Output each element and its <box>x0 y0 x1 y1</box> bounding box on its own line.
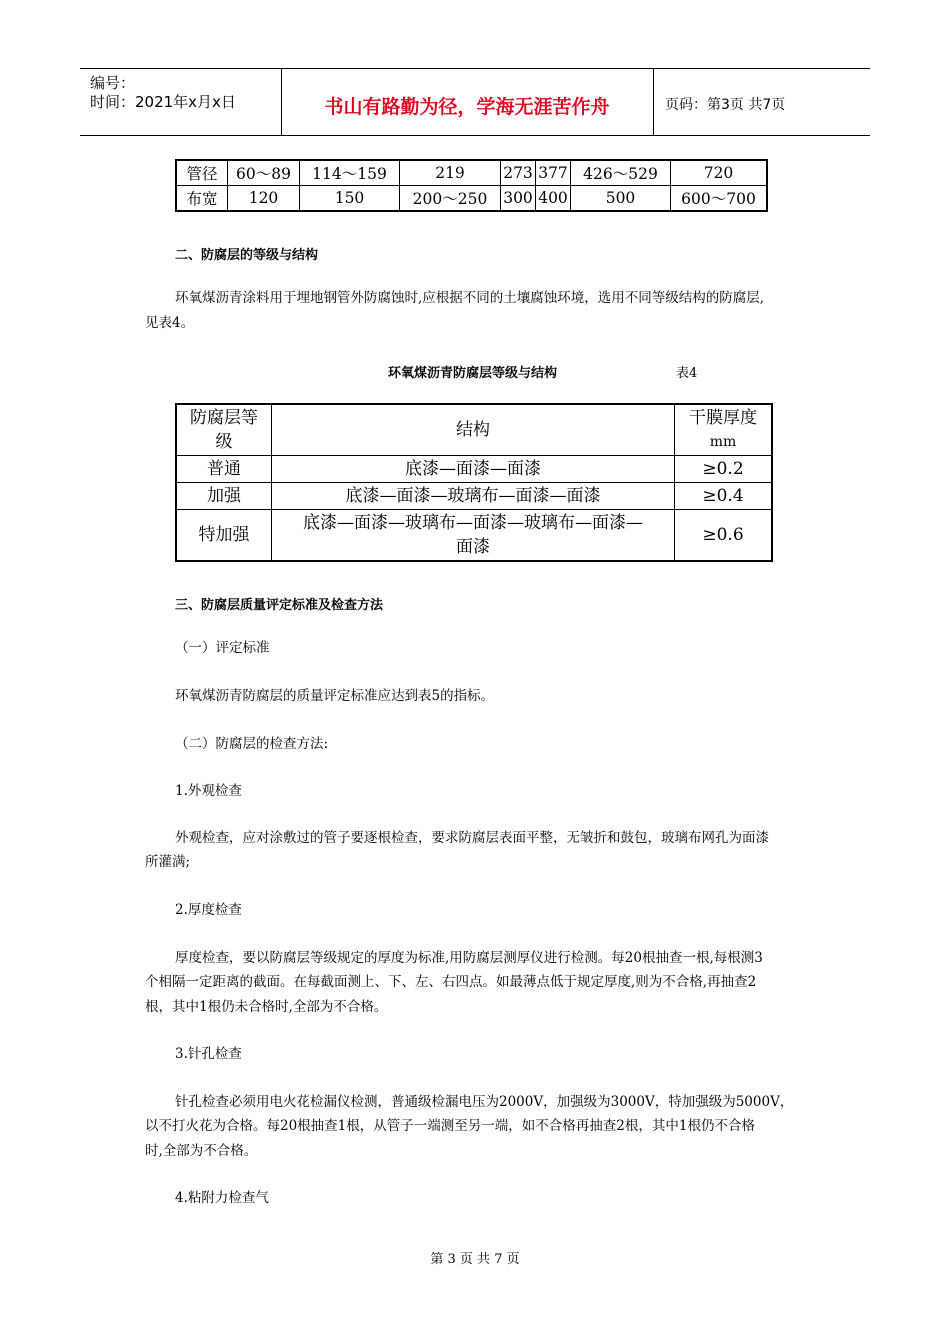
paragraph-line: 针孔检查必须用电火花检漏仪检测，普通级检漏电压为2000V，加强级为3000V，特加强级为5000V， <box>175 1094 794 1110</box>
header-motto: 书山有路勤为径，学海无涯苦作舟 <box>324 96 610 118</box>
paragraph-line: 以不打火花为合格。每20根抽查1根，从管子一端测至另一端，如不合格再抽查2根，其中1根仍不合格 <box>145 1118 755 1134</box>
table-cell: 布宽 <box>176 186 228 212</box>
paragraph-line: 所灌满; <box>145 854 191 870</box>
paragraph-line: 环氧煤沥青涂料用于埋地钢管外防腐蚀时,应根据不同的土壤腐蚀环境，选用不同等级结构的防腐层, <box>175 290 765 306</box>
header-top-rule <box>80 68 870 69</box>
coating-grade-table <box>175 403 773 562</box>
table-header-cell <box>176 404 272 456</box>
paragraph-line: 见表4。 <box>145 315 195 331</box>
subsection-heading: （一）评定标准 <box>175 640 270 656</box>
document-time-label: 时间：2021年x月x日 <box>90 93 236 111</box>
header-line: 级 <box>215 432 233 452</box>
table-cell: 普通 <box>176 456 272 483</box>
table-caption: 环氧煤沥青防腐层等级与结构 <box>388 366 558 381</box>
paragraph-line: 个相隔一定距离的截面。在每截面测上、下、左、右四点。如最薄点低于规定厚度,则为不合格,再抽查2 <box>145 974 757 990</box>
table-cell: 300 <box>501 186 536 212</box>
table-cell: 加强 <box>176 483 272 510</box>
table-header-cell: 结构 <box>272 404 675 456</box>
header-bottom-rule <box>80 135 870 136</box>
table-row <box>176 483 772 510</box>
subsection-heading: （二）防腐层的检查方法: <box>175 736 329 752</box>
item-title: 2.厚度检查 <box>175 902 242 918</box>
structure-line: 面漆 <box>456 537 490 557</box>
table-cell: 60～89 <box>228 160 300 186</box>
paragraph-line: 环氧煤沥青防腐层的质量评定标准应达到表5的指标。 <box>175 688 495 704</box>
table-label: 表4 <box>676 366 698 381</box>
table-cell: 720 <box>671 160 768 186</box>
table-cell: 120 <box>228 186 300 212</box>
table-cell <box>272 510 675 562</box>
document-number-label: 编号： <box>90 74 136 92</box>
header-divider-right <box>653 68 654 135</box>
section-heading: 三、防腐层质量评定标准及检查方法 <box>175 598 384 613</box>
table-cell: ≥0.4 <box>675 483 773 510</box>
table-cell: 200～250 <box>400 186 501 212</box>
header-page-info: 页码：第3页 共7页 <box>665 97 786 113</box>
table-cell: ≥0.6 <box>675 510 773 562</box>
header-line: mm <box>709 434 737 450</box>
structure-line: 底漆—面漆—玻璃布—面漆—玻璃布—面漆— <box>303 513 643 533</box>
paragraph-line: 厚度检查，要以防腐层等级规定的厚度为标准,用防腐层测厚仪进行检测。每20根抽查一根,每根测3 <box>175 950 763 966</box>
table-cell: 273 <box>501 160 536 186</box>
table-row <box>176 456 772 483</box>
paragraph-line: 外观检查，应对涂敷过的管子要逐根检查，要求防腐层表面平整，无皱折和鼓包，玻璃布网孔为面漆 <box>175 830 769 846</box>
table-row <box>176 510 772 562</box>
table-cell: 219 <box>400 160 501 186</box>
item-title: 3.针孔检查 <box>175 1046 242 1062</box>
table-cell: 377 <box>536 160 571 186</box>
table-cell: 426～529 <box>571 160 671 186</box>
page-footer: 第 3 页 共 7 页 <box>430 1252 520 1267</box>
table-header-cell <box>675 404 773 456</box>
table-cell: 400 <box>536 186 571 212</box>
table-cell: 150 <box>300 186 400 212</box>
paragraph-line: 根，其中1根仍未合格时,全部为不合格。 <box>145 999 388 1015</box>
table-cell: 500 <box>571 186 671 212</box>
header-line: 干膜厚度 <box>689 408 757 428</box>
paragraph-line: 时,全部为不合格。 <box>145 1143 258 1159</box>
header-divider-left <box>281 68 282 135</box>
table-cell: 底漆—面漆—面漆 <box>272 456 675 483</box>
table-header-row <box>176 404 772 456</box>
item-title: 1.外观检查 <box>175 783 242 799</box>
table-cell: 底漆—面漆—玻璃布—面漆—面漆 <box>272 483 675 510</box>
table-cell: ≥0.2 <box>675 456 773 483</box>
section-heading: 二、防腐层的等级与结构 <box>175 248 319 263</box>
table-cell: 特加强 <box>176 510 272 562</box>
table-row <box>176 160 767 186</box>
table-cell: 114～159 <box>300 160 400 186</box>
table-row <box>176 186 767 212</box>
pipe-width-table <box>175 159 768 212</box>
table-cell: 600～700 <box>671 186 768 212</box>
item-title: 4.粘附力检查气 <box>175 1190 269 1206</box>
table-cell: 管径 <box>176 160 228 186</box>
header-line: 防腐层等 <box>190 408 258 428</box>
